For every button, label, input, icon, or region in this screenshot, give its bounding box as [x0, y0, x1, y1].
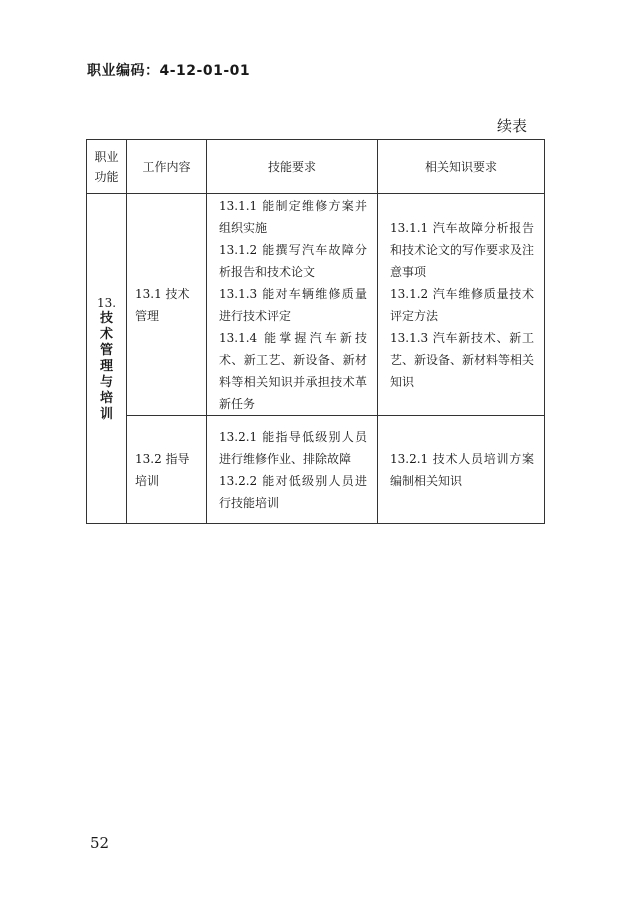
function-number: 13.: [96, 295, 117, 310]
continued-label: 续表: [497, 117, 528, 135]
work-content-cell: [127, 416, 207, 524]
work-content-cell: [127, 194, 207, 416]
header-knowledge: 相关知识要求: [378, 140, 545, 194]
knowledge-item: 13.2.1 技术人员培训方案编制相关知识: [390, 451, 534, 488]
table-row: [87, 194, 545, 416]
skill-item: 13.1.3 能对车辆维修质量进行技术评定: [219, 286, 367, 323]
skill-item: 13.1.1 能制定维修方案并组织实施: [219, 198, 367, 235]
header-function: 职业功能: [87, 140, 127, 194]
knowledge-item: 13.1.1 汽车故障分析报告和技术论文的写作要求及注意事项: [390, 220, 535, 279]
function-name: 技术管理与培训: [99, 310, 113, 422]
table-row: [87, 416, 545, 524]
skill-item: 13.2.2 能对低级别人员进行技能培训: [219, 473, 367, 510]
knowledge-cell: [378, 194, 545, 416]
skill-cell: [207, 194, 378, 416]
knowledge-item: 13.1.2 汽车维修质量技术评定方法: [390, 286, 534, 323]
work-content: 13.1 技术管理: [135, 286, 190, 323]
occupation-code: 职业编码：4-12-01-01: [87, 63, 251, 79]
skill-item: 13.2.1 能指导低级别人员进行维修作业、排除故障: [219, 429, 367, 466]
skill-item: 13.1.2 能撰写汽车故障分析报告和技术论文: [219, 242, 367, 279]
header-work: 工作内容: [127, 140, 207, 194]
work-content: 13.2 指导培训: [135, 451, 190, 488]
function-cell: [87, 194, 127, 524]
table-header-row: [87, 140, 545, 194]
skill-item: 13.1.4 能掌握汽车新技术、新工艺、新设备、新材料等相关知识并承担技术革新任务: [219, 330, 367, 411]
header-skill: 技能要求: [207, 140, 378, 194]
skill-cell: [207, 416, 378, 524]
page-number: 52: [90, 834, 110, 852]
knowledge-cell: [378, 416, 545, 524]
knowledge-item: 13.1.3 汽车新技术、新工艺、新设备、新材料等相关知识: [390, 330, 535, 389]
skills-table: [86, 139, 545, 524]
